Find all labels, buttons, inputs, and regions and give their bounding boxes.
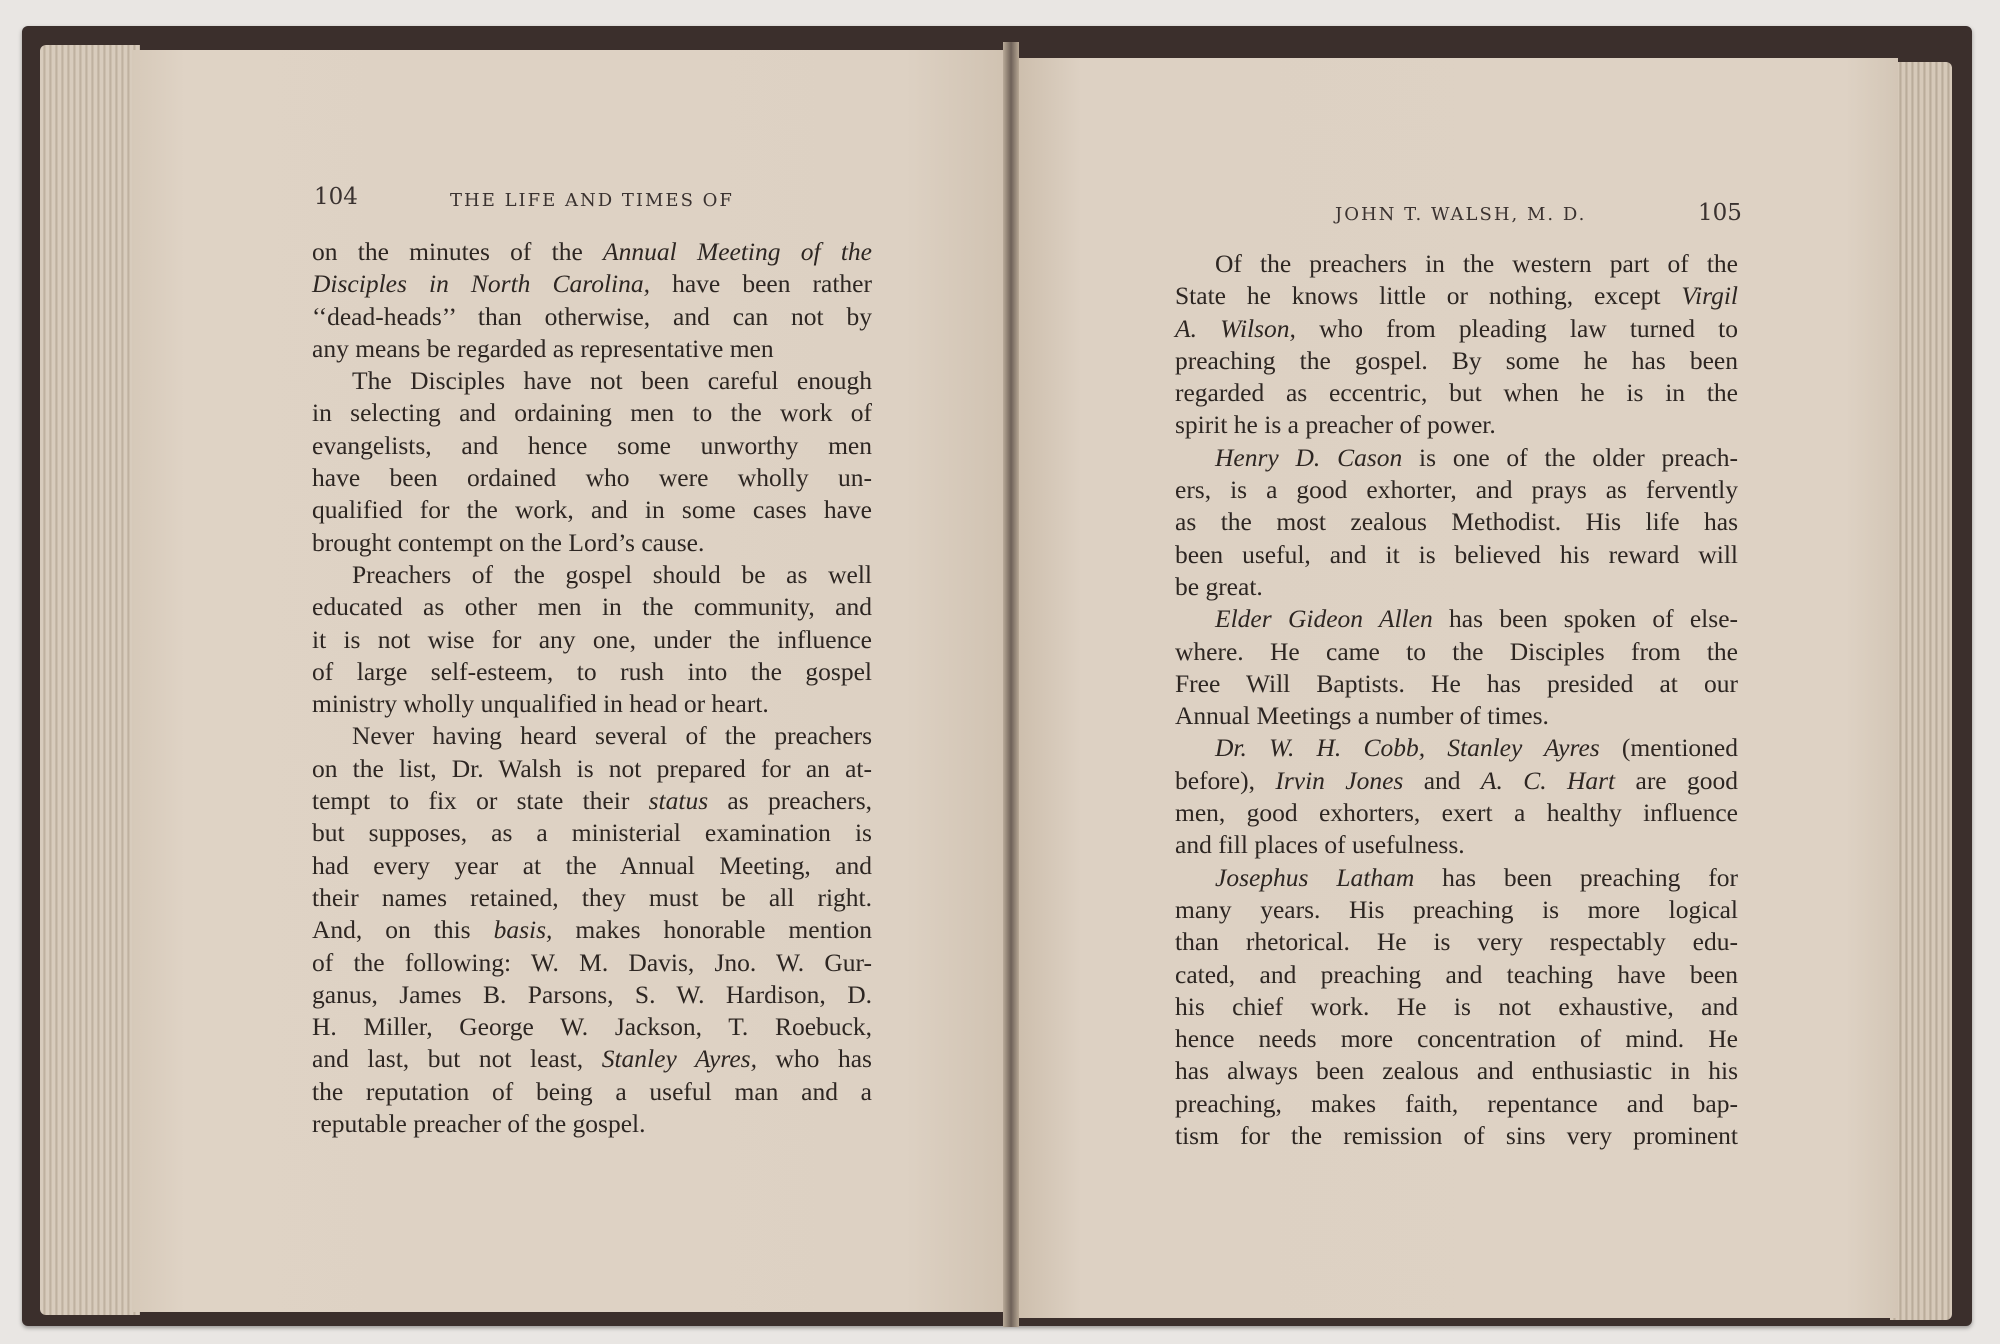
text-line xyxy=(1175,571,1738,603)
text-line xyxy=(312,785,872,817)
text-run: hence needs more concentration of mind. He xyxy=(1175,1024,1738,1054)
text-line xyxy=(1175,442,1738,474)
text-line xyxy=(1175,668,1738,700)
text-line xyxy=(312,882,872,914)
italic-name: Josephus Latham xyxy=(1215,862,1415,892)
text-run: than rhetorical. He is very respectably edu- xyxy=(1175,927,1738,957)
text-line xyxy=(1175,248,1738,280)
text-run: as preachers, xyxy=(708,786,872,816)
left-page-edges xyxy=(40,45,140,1315)
text-run: any means be regarded as representative men xyxy=(312,333,774,363)
text-run: makes honorable mention xyxy=(552,915,872,945)
text-line xyxy=(1175,1055,1738,1087)
text-line xyxy=(312,559,872,591)
text-run: be great. xyxy=(1175,571,1263,601)
text-line xyxy=(312,656,872,688)
text-run: the reputation of being a useful man and a xyxy=(312,1076,872,1106)
text-line xyxy=(312,462,872,494)
text-line xyxy=(312,979,872,1011)
text-run: ministry wholly unqualified in head or heart. xyxy=(312,689,769,719)
text-run: of the following: W. M. Davis, Jno. W. Gur- xyxy=(312,947,872,977)
text-run: who has xyxy=(756,1044,872,1074)
text-line xyxy=(1175,894,1738,926)
text-run: have been rather xyxy=(650,269,872,299)
text-line xyxy=(312,301,872,333)
text-run: And, on this xyxy=(312,915,494,945)
text-run: and xyxy=(1403,765,1481,795)
text-run: preaching the gospel. By some he has been xyxy=(1175,345,1738,375)
text-run: ers, is a good exhorter, and prays as fervently xyxy=(1175,475,1738,505)
text-run: many years. His preaching is more logical xyxy=(1175,894,1738,924)
text-line xyxy=(312,397,872,429)
text-run: and fill places of usefulness. xyxy=(1175,830,1465,860)
text-line xyxy=(1175,636,1738,668)
right-page xyxy=(1010,58,1898,1318)
text-run: educated as other men in the community, and xyxy=(312,592,872,622)
text-run: where. He came to the Disciples from the xyxy=(1175,636,1738,666)
text-run: cated, and preaching and teaching have been xyxy=(1175,959,1738,989)
italic-name: Virgil xyxy=(1681,281,1738,311)
text-line xyxy=(312,850,872,882)
text-line xyxy=(1175,862,1738,894)
text-line xyxy=(312,688,872,720)
text-run: tempt to fix or state their xyxy=(312,786,649,816)
left-page-number: 104 xyxy=(314,184,358,210)
text-run: his chief work. He is not exhaustive, and xyxy=(1175,991,1738,1021)
left-running-head: THE LIFE AND TIMES OF xyxy=(450,190,734,211)
text-run: have been ordained who were wholly un- xyxy=(312,463,872,493)
text-run: been useful, and it is believed his reward will xyxy=(1175,539,1738,569)
text-line xyxy=(312,365,872,397)
text-line xyxy=(312,947,872,979)
text-line xyxy=(312,591,872,623)
text-run: qualified for the work, and in some cases have xyxy=(312,495,872,525)
text-line xyxy=(1175,603,1738,635)
text-line xyxy=(312,268,872,300)
text-line xyxy=(312,1076,872,1108)
text-run: is one of the older preach- xyxy=(1402,442,1738,472)
right-running-head: JOHN T. WALSH, M. D. xyxy=(1335,204,1587,225)
text-line xyxy=(312,333,872,365)
text-line xyxy=(312,753,872,785)
text-line xyxy=(312,817,872,849)
text-run: are good xyxy=(1615,765,1738,795)
text-line xyxy=(1175,1120,1738,1152)
text-line xyxy=(1175,797,1738,829)
text-line xyxy=(312,494,872,526)
text-run: H. Miller, George W. Jackson, T. Roebuck, xyxy=(312,1012,872,1042)
text-run: of large self-esteem, to rush into the gospel xyxy=(312,656,872,686)
text-run: spirit he is a preacher of power. xyxy=(1175,410,1496,440)
text-line xyxy=(312,624,872,656)
italic-name: Irvin Jones xyxy=(1275,765,1404,795)
text-run: has been preaching for xyxy=(1414,862,1738,892)
right-page-edges xyxy=(1890,62,1952,1320)
text-run: (mentioned xyxy=(1599,733,1738,763)
text-run: before), xyxy=(1175,765,1276,795)
text-line xyxy=(1175,991,1738,1023)
italic-name: Dr. W. H. Cobb, Stanley Ayres xyxy=(1215,733,1600,763)
text-run: Never having heard several of the preachers xyxy=(352,721,872,751)
text-run: tism for the remission of sins very prominent xyxy=(1175,1121,1738,1151)
text-run: has always been zealous and enthusiastic in his xyxy=(1175,1056,1738,1086)
text-run: ‘‘dead-heads’’ than otherwise, and can not by xyxy=(312,301,872,331)
left-page-body xyxy=(312,236,872,1140)
text-run: Annual Meetings a number of times. xyxy=(1175,701,1549,731)
italic-name: Disciples in North Carolina, xyxy=(312,269,651,299)
italic-name: basis, xyxy=(493,915,553,945)
text-run: in selecting and ordaining men to the work of xyxy=(312,398,872,428)
text-line xyxy=(1175,474,1738,506)
text-run: but supposes, as a ministerial examination is xyxy=(312,818,872,848)
text-line xyxy=(312,1108,872,1140)
text-line xyxy=(1175,377,1738,409)
text-run: on the list, Dr. Walsh is not prepared for an at- xyxy=(312,753,872,783)
text-line xyxy=(1175,345,1738,377)
text-line xyxy=(312,527,872,559)
text-run: men, good exhorters, exert a healthy influence xyxy=(1175,798,1738,828)
italic-name: Stanley Ayres, xyxy=(601,1044,757,1074)
text-line xyxy=(1175,1088,1738,1120)
italic-name: Elder Gideon Allen xyxy=(1215,604,1433,634)
text-run: brought contempt on the Lord’s cause. xyxy=(312,527,705,557)
text-run: it is not wise for any one, under the influence xyxy=(312,624,872,654)
text-run: Free Will Baptists. He has presided at our xyxy=(1175,668,1738,698)
text-line xyxy=(312,430,872,462)
italic-name: A. Wilson, xyxy=(1175,313,1296,343)
text-line xyxy=(1175,506,1738,538)
text-line xyxy=(1175,926,1738,958)
italic-name: status xyxy=(648,786,709,816)
left-page xyxy=(132,50,1012,1312)
text-line xyxy=(1175,765,1738,797)
text-run: had every year at the Annual Meeting, and xyxy=(312,850,872,880)
text-line xyxy=(312,1043,872,1075)
text-line xyxy=(1175,829,1738,861)
book-gutter xyxy=(1003,42,1019,1327)
text-run: State he knows little or nothing, except xyxy=(1175,281,1682,311)
italic-name: Annual Meeting of the xyxy=(603,237,872,266)
text-line xyxy=(1175,732,1738,764)
text-run: on the minutes of the xyxy=(312,237,604,266)
text-line xyxy=(1175,959,1738,991)
text-run: who from pleading law turned to xyxy=(1295,313,1738,343)
text-line xyxy=(312,720,872,752)
text-run: their names retained, they must be all right. xyxy=(312,882,872,912)
text-run: The Disciples have not been careful enough xyxy=(352,366,872,396)
text-run: has been spoken of else- xyxy=(1432,604,1739,634)
text-run: Of the preachers in the western part of the xyxy=(1215,249,1738,278)
italic-name: A. C. Hart xyxy=(1480,765,1616,795)
text-run: as the most zealous Methodist. His life has xyxy=(1175,507,1738,537)
text-line xyxy=(312,1011,872,1043)
text-line xyxy=(1175,1023,1738,1055)
text-line xyxy=(1175,280,1738,312)
text-run: regarded as eccentric, but when he is in the xyxy=(1175,378,1738,408)
text-run: ganus, James B. Parsons, S. W. Hardison, D. xyxy=(312,979,872,1009)
text-line xyxy=(1175,409,1738,441)
text-run: and last, but not least, xyxy=(312,1044,602,1074)
text-line xyxy=(1175,313,1738,345)
text-line xyxy=(312,914,872,946)
text-run: reputable preacher of the gospel. xyxy=(312,1109,646,1139)
right-page-number: 105 xyxy=(1698,200,1742,226)
text-run: evangelists, and hence some unworthy men xyxy=(312,430,872,460)
text-line xyxy=(312,236,872,268)
right-page-body xyxy=(1175,248,1738,1152)
text-line xyxy=(1175,539,1738,571)
text-run: Preachers of the gospel should be as well xyxy=(352,559,872,589)
text-line xyxy=(1175,700,1738,732)
text-run: preaching, makes faith, repentance and bap- xyxy=(1175,1088,1738,1118)
italic-name: Henry D. Cason xyxy=(1215,442,1403,472)
